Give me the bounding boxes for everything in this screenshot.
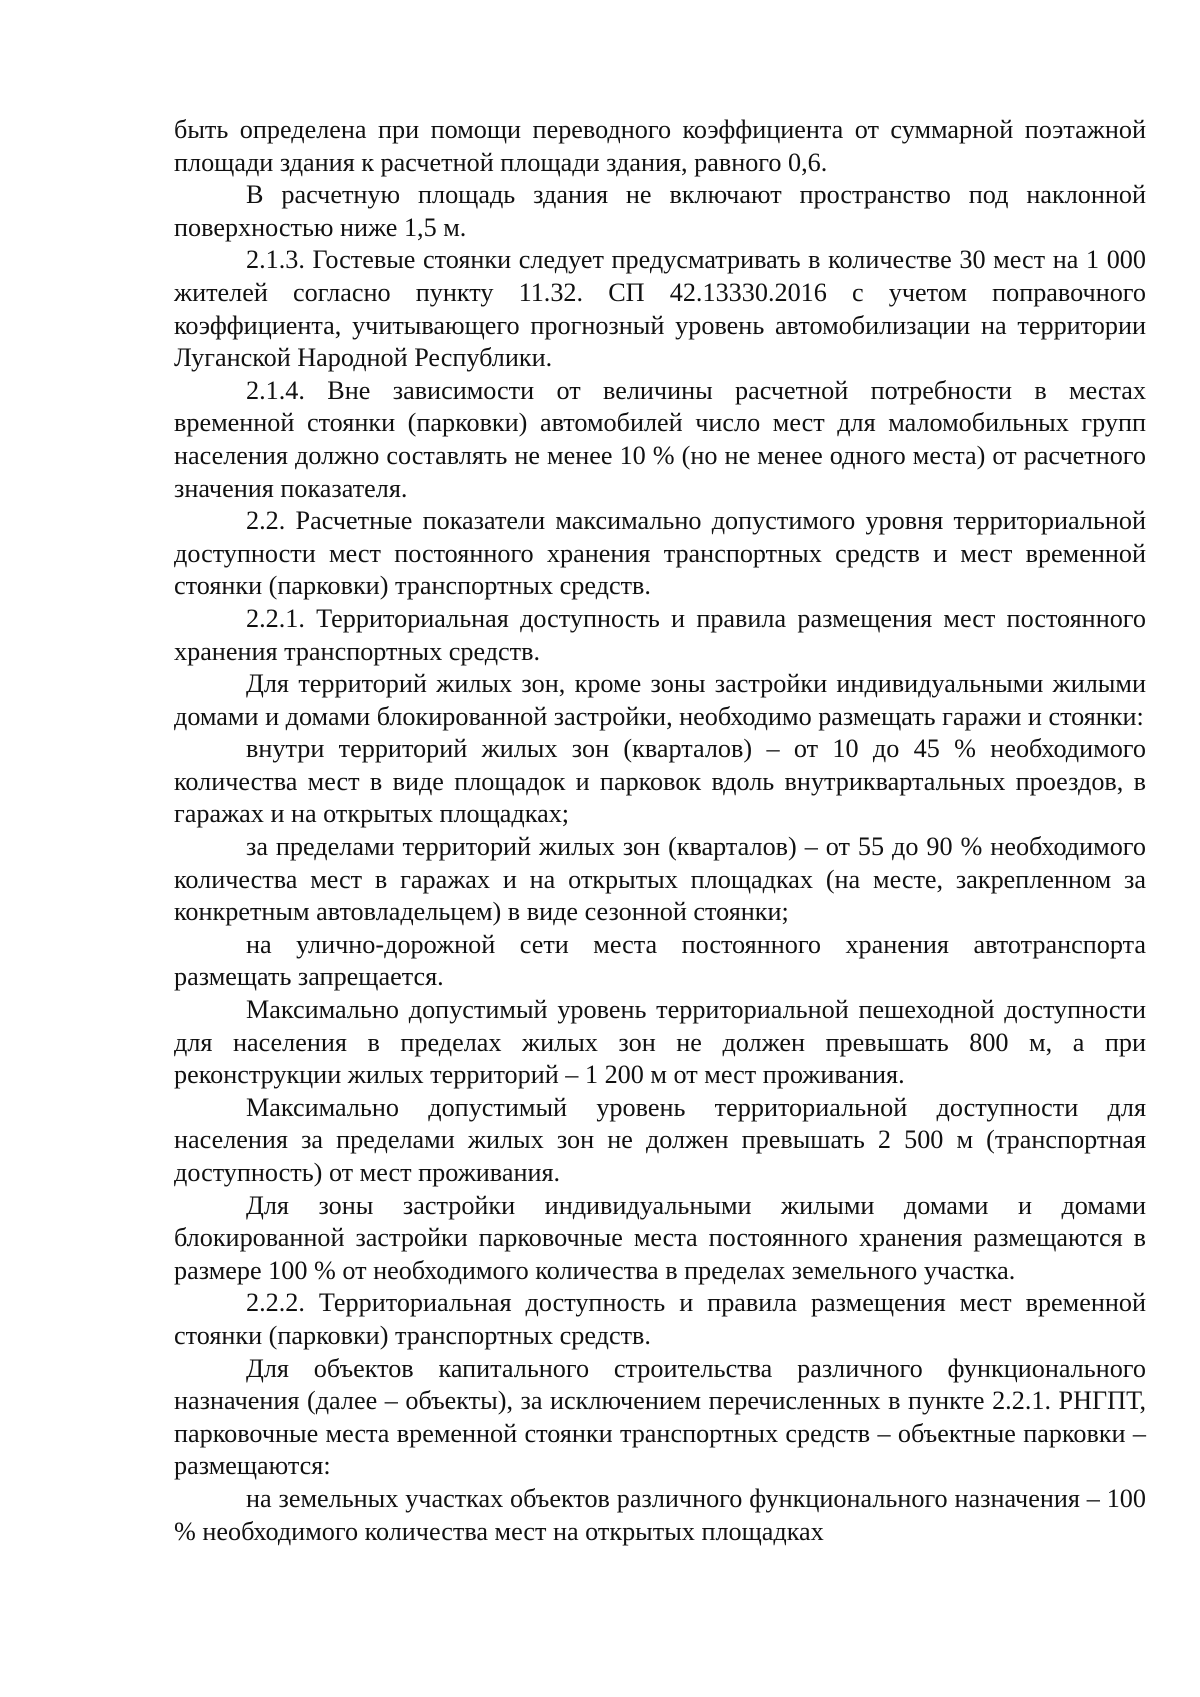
paragraph: внутри территорий жилых зон (кварталов) – от 10 до 45 % необходимого количества мест в виде площадок и парковок вдоль внутриквартальных проездов, в гаражах и на открытых площадках; xyxy=(174,734,1146,829)
paragraph: 2.1.4. Вне зависимости от величины расчетной потребности в местах временной стоянки (парковки) автомобилей число мест для маломобильных групп населения должно составлять не менее 10 % (но не менее одного места) от расчетного значения показателя. xyxy=(174,375,1146,503)
paragraph: В расчетную площадь здания не включают пространство под наклонной поверхностью ниже 1,5 м. xyxy=(174,180,1146,242)
paragraph: за пределами территорий жилых зон (кварталов) – от 55 до 90 % необходимого количества мест в гаражах и на открытых площадках (на месте, закрепленном за конкретным автовладельцем) в виде сезонной стоянки; xyxy=(174,832,1146,927)
paragraph: 2.1.3. Гостевые стоянки следует предусматривать в количестве 30 мест на 1 000 жителей согласно пункту 11.32. СП 42.13330.2016 с учетом поправочного коэффициента, учитывающего прогнозный уровень автомобилизации на территории Луганской Народной Республики. xyxy=(174,245,1146,373)
paragraph: быть определена при помощи переводного коэффициента от суммарной поэтажной площади здания к расчетной площади здания, равного 0,6. xyxy=(174,115,1146,177)
paragraph: Максимально допустимый уровень территориальной доступности для населения за пределами жилых зон не должен превышать 2 500 м (транспортная доступность) от мест проживания. xyxy=(174,1092,1146,1187)
paragraph: Для объектов капитального строительства различного функционального назначения (далее – объекты), за исключением перечисленных в пункте 2.2.1. РНГПТ, парковочные места временной стоянки транспортных средств – объектные парковки – размещаются: xyxy=(174,1353,1146,1481)
paragraph: 2.2.2. Территориальная доступность и правила размещения мест временной стоянки (парковки) транспортных средств. xyxy=(174,1288,1146,1350)
paragraph: на земельных участках объектов различного функционального назначения – 100 % необходимого количества мест на открытых площадках xyxy=(174,1483,1146,1546)
paragraph: на улично-дорожной сети места постоянного хранения автотранспорта размещать запрещается. xyxy=(174,929,1146,992)
document-body xyxy=(174,114,1146,1548)
paragraph: 2.2. Расчетные показатели максимально допустимого уровня территориальной доступности мест постоянного хранения транспортных средств и мест временной стоянки (парковки) транспортных средств. xyxy=(174,506,1146,601)
paragraph: Максимально допустимый уровень территориальной пешеходной доступности для населения в пределах жилых зон не должен превышать 800 м, а при реконструкции жилых территорий – 1 200 м от мест проживания. xyxy=(174,995,1146,1090)
paragraph: Для территорий жилых зон, кроме зоны застройки индивидуальными жилыми домами и домами блокированной застройки, необходимо размещать гаражи и стоянки: xyxy=(174,669,1146,731)
paragraph: Для зоны застройки индивидуальными жилыми домами и домами блокированной застройки парковочные места постоянного хранения размещаются в размере 100 % от необходимого количества в пределах земельного участка. xyxy=(174,1190,1146,1285)
paragraph: 2.2.1. Территориальная доступность и правила размещения мест постоянного хранения транспортных средств. xyxy=(174,603,1146,666)
